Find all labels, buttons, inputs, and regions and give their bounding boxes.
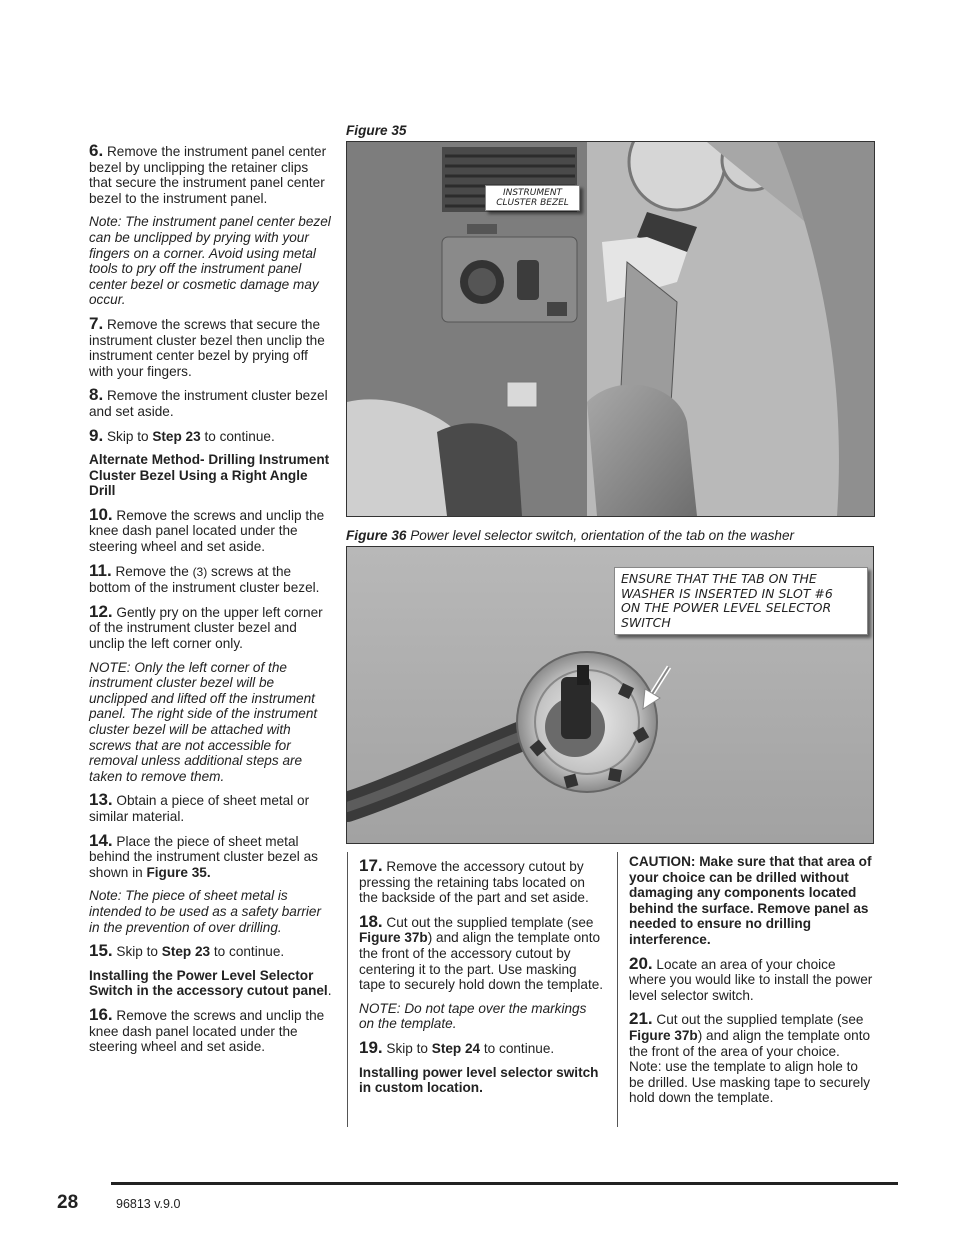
figure-36-caption: Figure 36 Power level selector switch, orientation of the tab on the washer (346, 528, 795, 543)
note-step-12: NOTE: Only the left corner of the instrument cluster bezel will be unclipped and lifted off the instrument panel. The right side of the instrument cluster bezel will be attached with screws that are not accessible for removal unless additional steps are taken to remove them. (89, 659, 318, 784)
note-step-6: Note: The instrument panel center bezel can be unclipped by prying with your fingers on a corner. Avoid using metal tools to pry off the instrument panel center bezel or cosmetic damage may occur. (89, 214, 331, 308)
middle-column (359, 858, 604, 1104)
figure-35-photo (346, 141, 875, 517)
page-number: 28 (57, 1192, 79, 1213)
step-20: 20. Locate an area of your choice where you would like to install the power level selector switch. (629, 953, 873, 1003)
step-13: 13. Obtain a piece of sheet metal or similar material. (89, 790, 310, 824)
slot-6-callout: ENSURE THAT THE TAB ON THE WASHER IS INSERTED IN SLOT #6 ON THE POWER LEVEL SELECTOR SWITCH (614, 567, 868, 635)
step-6: 6. Remove the instrument panel center bezel by unclipping the retainer clips that secure the instrument panel center bezel to the instrument panel. (89, 141, 327, 206)
step-14: 14. Place the piece of sheet metal behind the instrument cluster bezel as shown in Figure 35. (89, 830, 318, 880)
step-9: 9. Skip to Step 23 to continue. (89, 425, 275, 445)
step-16: 16. Remove the screws and unclip the knee dash panel located under the steering wheel and set aside. (89, 1004, 325, 1055)
left-column (89, 143, 332, 1063)
caution-note: CAUTION: Make sure that that area of your choice can be drilled without damaging any components located behind the surface. Remove panel as needed to ensure no drilling interference. (629, 854, 872, 947)
custom-location-heading: Installing power level selector switch in custom location. (359, 1064, 599, 1096)
column-divider-left (347, 852, 348, 1127)
note-step-18: NOTE: Do not tape over the markings on the template. (359, 1000, 587, 1032)
figure-ref: Figure 37b (629, 1027, 698, 1043)
step-19: 19. Skip to Step 24 to continue. (359, 1037, 555, 1057)
step-10: 10. Remove the screws and unclip the knee dash panel located under the steering wheel and set aside. (89, 504, 325, 555)
figure-35-label: Figure 35 (346, 123, 407, 138)
dashboard-drill-illustration (347, 142, 874, 516)
step-17: 17. Remove the accessory cutout by pressing the retaining tabs located on the backside of the part and set aside. (359, 856, 589, 906)
step-12: 12. Gently pry on the upper left corner of the instrument cluster bezel and unclip the left corner only. (89, 601, 323, 652)
right-column (629, 854, 874, 1114)
instrument-cluster-callout: INSTRUMENT CLUSTER BEZEL (485, 185, 580, 211)
step-7: 7. Remove the screws that secure the instrument cluster bezel then unclip the instrument center bezel by prying off with your fingers. (89, 313, 325, 379)
column-divider-right (617, 852, 618, 1127)
alternate-method-heading: Alternate Method- Drilling Instrument Cluster Bezel Using a Right Angle Drill (89, 452, 330, 499)
footer-rule (111, 1182, 898, 1185)
step-8: 8. Remove the instrument cluster bezel and set aside. (89, 385, 328, 419)
document-version: 96813 v.9.0 (116, 1197, 181, 1211)
figure-ref: Figure 37b (359, 930, 428, 946)
step-18: 18. Cut out the supplied template (see Figure 37b) and align the template onto the front of the accessory cutout by centering it to the part. Use masking tape to securely hold down the template. (359, 911, 604, 993)
note-step-14: Note: The piece of sheet metal is intended to be used as a safety barrier in the prevention of over drilling. (89, 888, 321, 935)
step-ref: Step 24 (431, 1040, 481, 1056)
step-11: 11. Remove the (3) screws at the bottom of the instrument cluster bezel. (89, 560, 320, 596)
step-ref: Step 23 (161, 944, 211, 960)
figure-36-photo (346, 546, 874, 844)
step-ref: Step 23 (152, 428, 201, 444)
step-21: 21. Cut out the supplied template (see Figure 37b) and align the template onto the front of the area of your choice. Note: use the template to align hole to be drilled. Use masking tape to securely hold down the template. (629, 1009, 871, 1106)
figure-ref: Figure 35. (146, 864, 211, 880)
install-heading: Installing the Power Level Selector Switch in the accessory cutout panel. (89, 967, 332, 999)
step-15: 15. Skip to Step 23 to continue. (89, 941, 285, 961)
